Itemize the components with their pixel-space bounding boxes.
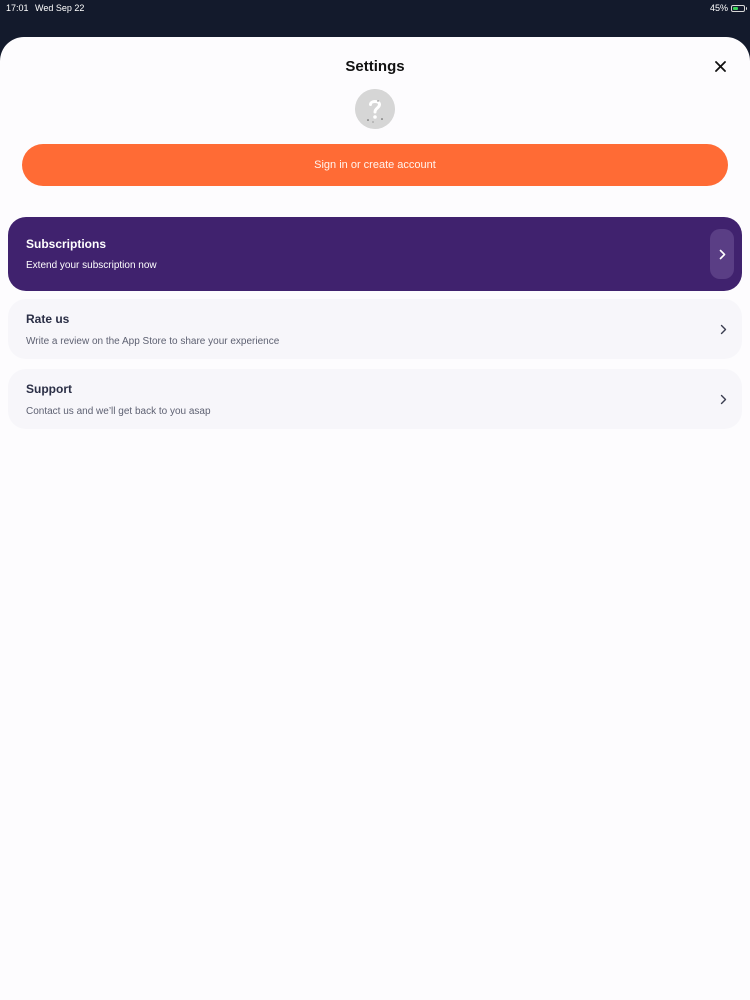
subscriptions-chevron-button[interactable] <box>710 229 734 279</box>
status-time: 17:01 <box>6 3 29 13</box>
rate-us-title: Rate us <box>26 312 70 326</box>
support-chevron <box>718 392 728 406</box>
close-button[interactable] <box>708 57 732 75</box>
rate-us-item[interactable] <box>8 299 742 359</box>
settings-sheet <box>0 37 750 1000</box>
status-bar <box>0 0 750 16</box>
page-title: Settings <box>345 58 405 75</box>
signin-button[interactable] <box>22 144 728 186</box>
rate-us-description: Write a review on the App Store to share your experience <box>26 336 280 347</box>
subscriptions-title: Subscriptions <box>26 237 107 251</box>
battery-percent: 45% <box>709 3 728 13</box>
chevron-right-icon <box>719 249 726 260</box>
support-item[interactable] <box>8 369 742 429</box>
support-title: Support <box>26 382 72 396</box>
battery-level <box>733 7 738 10</box>
battery-icon <box>731 5 745 12</box>
close-icon <box>715 61 726 72</box>
support-description: Contact us and we’ll get back to you asap <box>26 406 211 417</box>
chevron-right-icon <box>720 324 727 335</box>
chevron-right-icon <box>720 394 727 405</box>
question-mark-avatar-icon <box>355 89 395 129</box>
rate-us-chevron <box>718 322 728 336</box>
signin-label: Sign in or create account <box>314 159 436 171</box>
subscriptions-item[interactable] <box>8 217 742 291</box>
subscriptions-description: Extend your subscription now <box>26 260 157 271</box>
status-right <box>710 3 745 13</box>
status-date: Wed Sep 22 <box>35 3 85 13</box>
avatar[interactable] <box>355 89 395 129</box>
